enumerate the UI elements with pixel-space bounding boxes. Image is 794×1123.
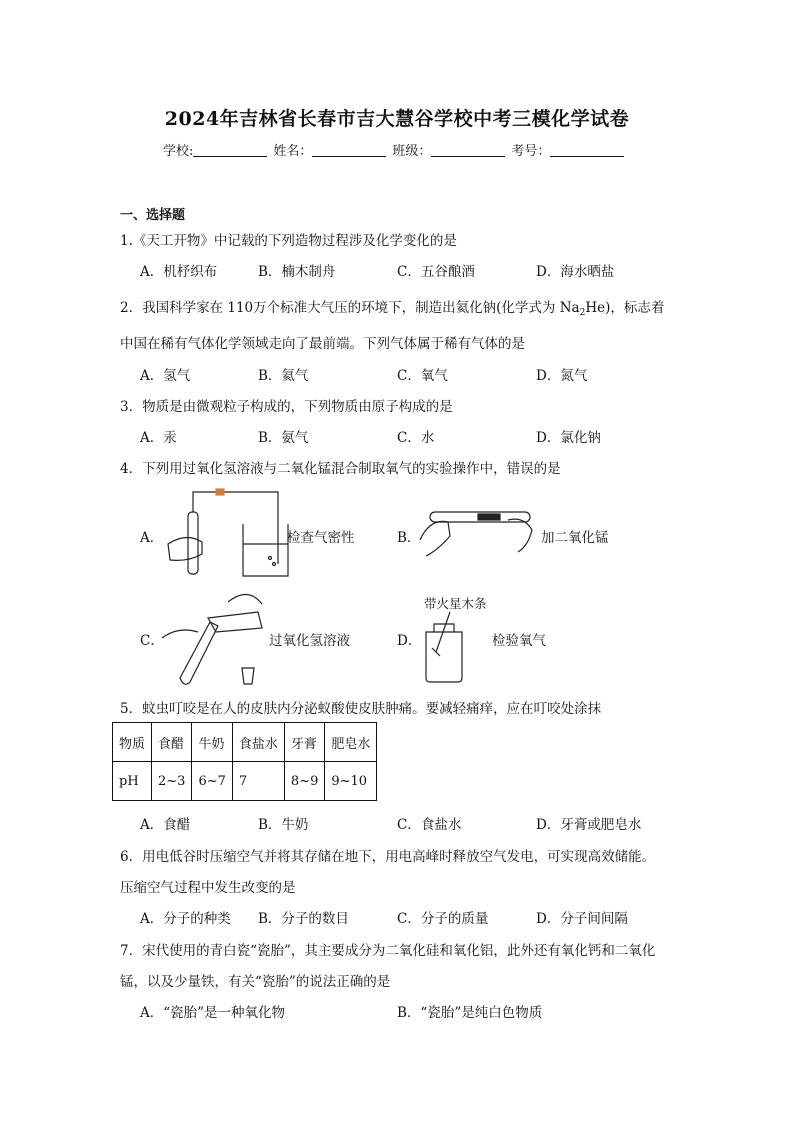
q7-option-a[interactable]: A．“瓷胎”是一种氧化物 — [140, 1005, 286, 1021]
q4-c-label: 过氧化氢溶液 — [269, 633, 350, 649]
q4-option-a[interactable]: A． — [140, 530, 164, 546]
school-label: 学校: — [163, 144, 194, 159]
hand — [228, 594, 262, 604]
question-7-line-2: 锰，以及少量铁，有关“瓷胎”的说法正确的是 — [120, 974, 391, 990]
table-cell: 食盐水 — [232, 723, 284, 762]
left-hand — [162, 630, 198, 638]
q2-subscript: 2 — [579, 308, 586, 318]
q6-option-c[interactable]: C．分子的质量 — [397, 911, 489, 927]
name-label: 姓名： — [273, 144, 313, 159]
q2-text: 2．我国科学家在 110万个标准大气压的环境下，制造出氦化钠(化学式为 Na — [120, 300, 580, 316]
q3-option-b[interactable]: B．氨气 — [258, 430, 309, 446]
q6-option-d[interactable]: D．分子间间隔 — [536, 911, 628, 927]
q1-option-d[interactable]: D．海水晒盐 — [536, 264, 615, 280]
q1-option-b[interactable]: B．楠木制舟 — [258, 264, 336, 280]
q6-option-a[interactable]: A．分子的种类 — [140, 911, 231, 927]
rubber-connector — [216, 489, 224, 495]
question-2-line-2: 中国在稀有气体化学领域走向了最前端。下列气体属于稀有气体的是 — [120, 336, 525, 352]
name-blank[interactable] — [312, 144, 386, 157]
table-cell: pH — [113, 762, 152, 801]
q6-option-b[interactable]: B．分子的数目 — [258, 911, 349, 927]
add-manganese-dioxide-illustration — [420, 500, 542, 560]
gas-bottle — [426, 632, 462, 682]
question-3: 3．物质是由微观粒子构成的，下列物质由原子构成的是 — [120, 399, 453, 415]
question-7-line-1: 7．宋代使用的青白瓷“瓷胎”，其主要成分为二氧化硅和氧化铝，此外还有氧化钙和二氧化 — [120, 943, 656, 959]
question-2-line-1 — [120, 296, 664, 318]
ph-table — [112, 722, 377, 801]
q5-option-a[interactable]: A．食醋 — [140, 817, 191, 833]
q7-option-b[interactable]: B．“瓷胎”是纯白色物质 — [397, 1005, 543, 1021]
hand — [168, 537, 202, 560]
section-heading: 一、选择题 — [120, 208, 186, 223]
page-title: 2024年吉林省长春市吉大慧谷学校中考三模化学试卷 — [164, 108, 630, 130]
table-row — [113, 723, 377, 762]
q3-option-c[interactable]: C．水 — [397, 430, 435, 446]
student-info-line — [163, 140, 630, 159]
class-label: 班级： — [392, 144, 432, 159]
table-cell: 牙膏 — [284, 723, 324, 762]
paper-trough — [478, 514, 500, 520]
table-cell: 食醋 — [152, 723, 192, 762]
q1-option-a[interactable]: A．机杼织布 — [140, 264, 218, 280]
table-cell: 牛奶 — [192, 723, 232, 762]
q5-option-b[interactable]: B．牛奶 — [258, 817, 309, 833]
table-cell: 物质 — [113, 723, 152, 762]
q2-option-a[interactable]: A．氢气 — [140, 368, 191, 384]
q1-option-c[interactable]: C．五谷酿酒 — [397, 264, 475, 280]
right-hand — [508, 519, 532, 552]
table-row — [113, 762, 377, 801]
table-cell: 9~10 — [325, 762, 377, 801]
q2-option-b[interactable]: B．氦气 — [258, 368, 309, 384]
bubble — [273, 563, 276, 566]
spark — [432, 648, 440, 656]
q2-option-d[interactable]: D．氮气 — [536, 368, 588, 384]
bottle-stopper — [242, 668, 254, 684]
beaker — [243, 524, 288, 576]
q4-option-c[interactable]: C． — [140, 633, 164, 649]
pour-hydrogen-peroxide-illustration — [158, 582, 270, 692]
question-6-line-2: 压缩空气过程中发生改变的是 — [120, 880, 296, 896]
table-cell: 7 — [232, 762, 284, 801]
q4-b-label: 加二氧化锰 — [541, 530, 609, 546]
left-hand — [420, 521, 450, 556]
question-1: 1.《天工开物》中记载的下列造物过程涉及化学变化的是 — [120, 233, 457, 249]
table-cell: 8~9 — [284, 762, 324, 801]
question-5: 5．蚊虫叮咬是在人的皮肤内分泌蚁酸使皮肤肿痛。要减轻痛痒，应在叮咬处涂抹 — [120, 701, 602, 717]
question-4: 4．下列用过氧化氢溶液与二氧化锰混合制取氧气的实验操作中，错误的是 — [120, 461, 561, 477]
test-tube — [188, 512, 198, 574]
class-blank[interactable] — [431, 144, 505, 157]
school-blank[interactable] — [193, 144, 267, 157]
q4-option-d[interactable]: D． — [397, 633, 422, 649]
q4-option-b[interactable]: B． — [397, 530, 421, 546]
q3-option-d[interactable]: D．氯化钠 — [536, 430, 601, 446]
airtightness-check-illustration — [158, 484, 288, 584]
oxygen-test-illustration — [420, 612, 468, 682]
q3-option-a[interactable]: A．汞 — [140, 430, 177, 446]
question-6-line-1: 6．用电低谷时压缩空气并将其存储在地下，用电高峰时释放空气发电，可实现高效储能。 — [120, 849, 656, 865]
q4-d-top-label: 带火星木条 — [424, 596, 487, 611]
table-cell: 肥皂水 — [325, 723, 377, 762]
q4-d-label: 检验氧气 — [492, 633, 546, 649]
tilted-test-tube — [180, 622, 218, 684]
q4-a-label: 检查气密性 — [287, 530, 355, 546]
delivery-tube — [193, 492, 278, 564]
exam-no-blank[interactable] — [550, 144, 624, 157]
q5-option-c[interactable]: C．食盐水 — [397, 817, 462, 833]
bubble — [269, 557, 272, 560]
q2-text-end: He)，标志着 — [585, 300, 665, 316]
q2-option-c[interactable]: C．氧气 — [397, 368, 448, 384]
q5-option-d[interactable]: D．牙膏或肥皂水 — [536, 817, 642, 833]
table-cell: 6~7 — [192, 762, 232, 801]
exam-no-label: 考号： — [511, 144, 551, 159]
table-cell: 2~3 — [152, 762, 192, 801]
